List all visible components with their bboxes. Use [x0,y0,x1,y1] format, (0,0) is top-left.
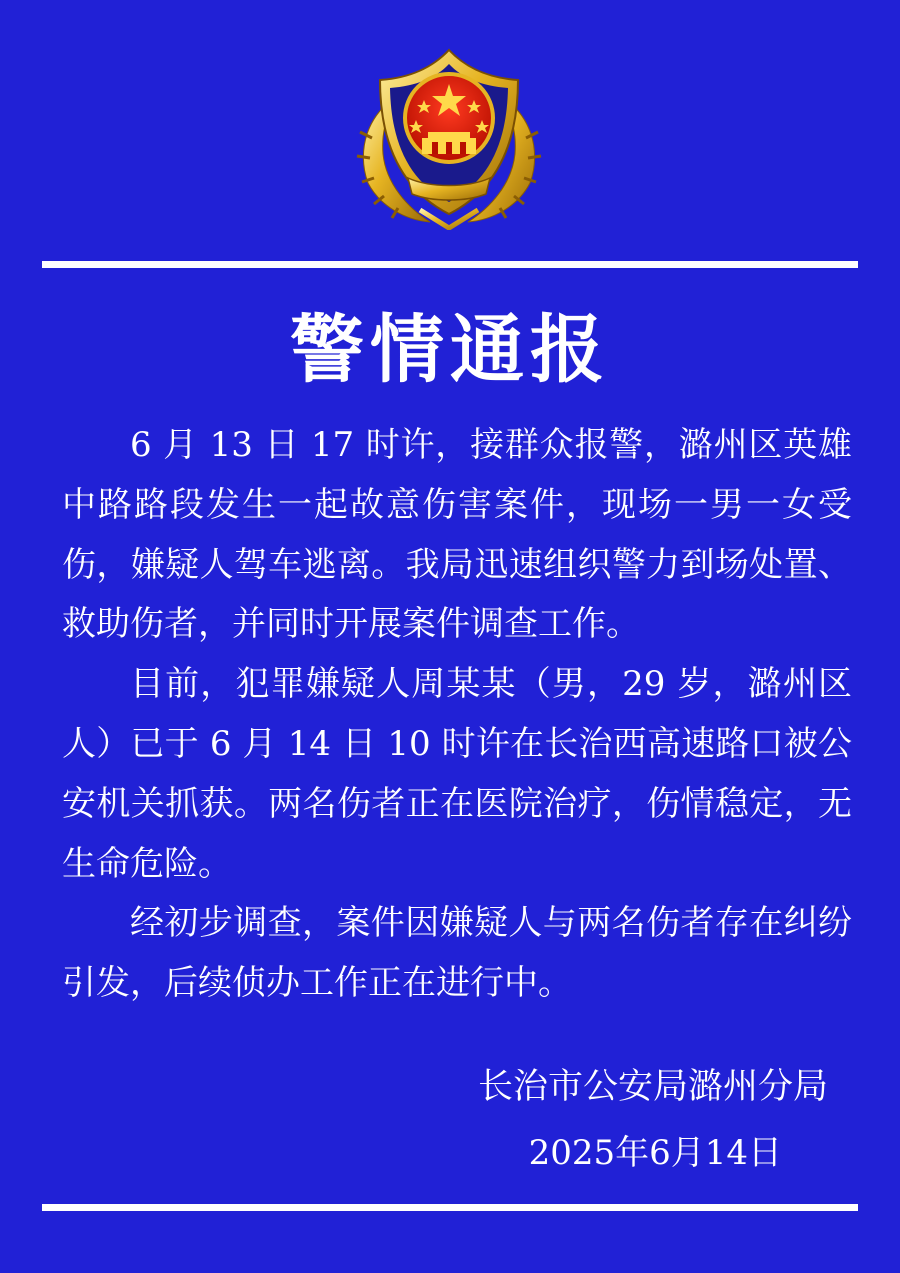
notice-paragraph: 6 月 13 日 17 时许，接群众报警，潞州区英雄中路路段发生一起故意伤害案件，现场一男一女受伤，嫌疑人驾车逃离。我局迅速组织警力到场处置、救助伤者，并同时开展案件调查工作。 [62,425,852,645]
top-divider [42,261,858,268]
notice-paragraph: 目前，犯罪嫌疑人周某某（男，29 岁，潞州区人）已于 6 月 14 日 10 时许在长治西高速路口被公安机关抓获。两名伤者正在医院治疗，伤情稳定，无生命危险。 [62,664,852,884]
police-badge-icon [350,38,548,230]
issuer-name: 长治市公安局潞州分局 [477,1067,828,1107]
notice-body [62,416,852,1014]
issue-date: 2025年6月14日 [528,1133,782,1173]
notice-paragraph: 经初步调查，案件因嫌疑人与两名伤者存在纠纷引发，后续侦办工作正在进行中。 [62,903,852,1004]
bottom-divider [42,1204,858,1211]
notice-title: 警情通报 [290,307,610,393]
